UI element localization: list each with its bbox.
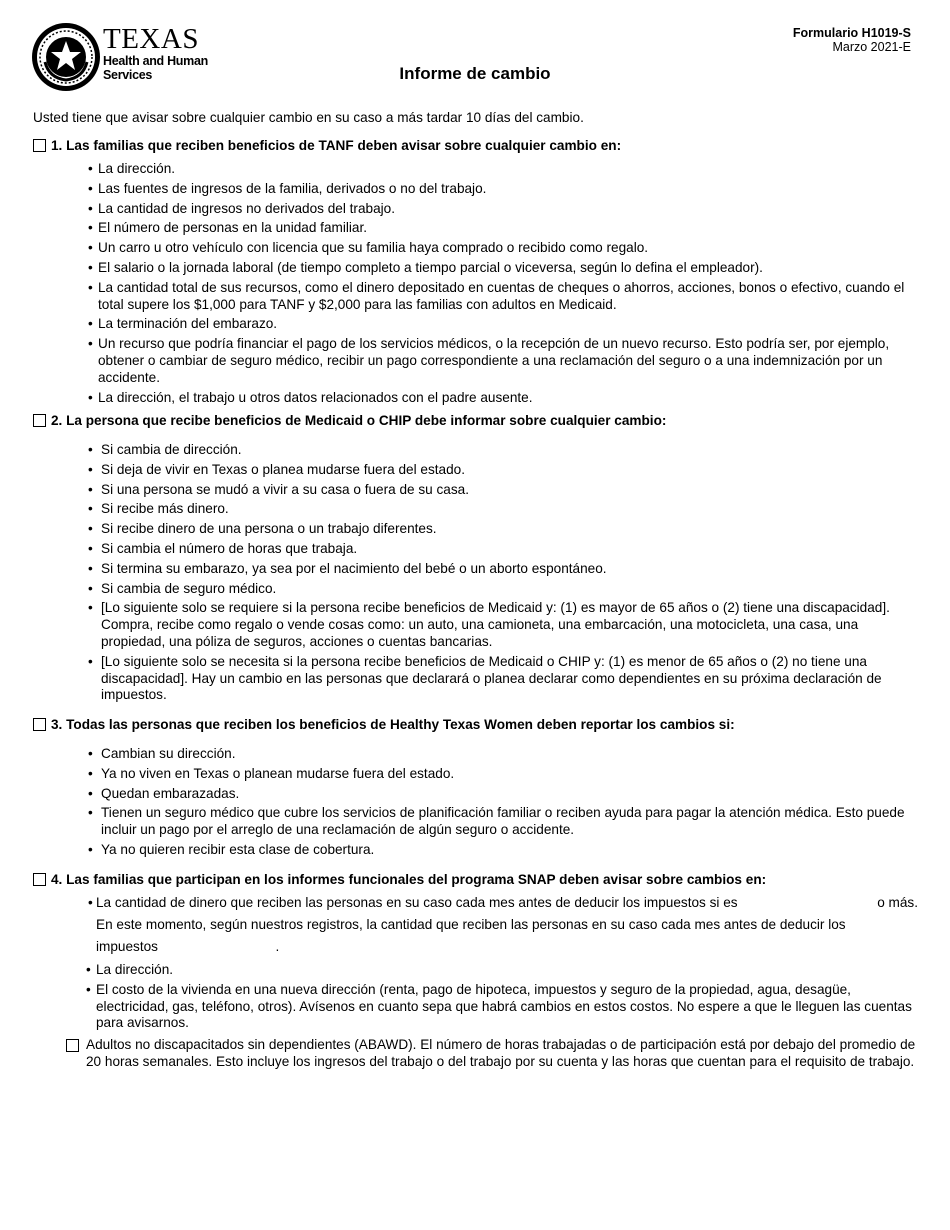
list-item: • Ya no viven en Texas o planean mudarse fuera del estado. [88,766,914,783]
income-line-3 [88,939,918,956]
list-item: • [Lo siguiente solo se necesita si la persona recibe beneficios de Medicaid o CHIP y: (1) es menor de 65 años o (2) no tiene una discapacidad]. Hay un cambio en las personas que declarará o planea declarar como dependientes en su próxima declaración de impuestos. [88,654,914,704]
intro-text: Usted tiene que avisar sobre cualquier cambio en su caso a más tardar 10 días del cambio. [33,110,584,125]
snap-income-item [88,895,918,955]
list-item: • Si cambia el número de horas que trabaja. [88,541,914,558]
logo-wordmark: TEXAS [103,23,199,55]
section-4-heading-text: 4. Las familias que participan en los informes funcionales del programa SNAP deben avisar sobre cambios en: [51,872,767,887]
list-item: • Si cambia de dirección. [88,442,914,459]
section-2-list [88,442,914,707]
section-1-heading [33,138,621,153]
list-item: • El salario o la jornada laboral (de tiempo completo a tiempo parcial o viceversa, según lo defina el empleador). [88,260,914,277]
logo-subtitle-line2: Services [103,68,153,82]
section-4-list [86,962,916,1035]
list-item: • Ya no quieren recibir esta clase de cobertura. [88,842,914,859]
section-3-checkbox[interactable] [33,718,46,731]
income-line-3-label: impuestos [96,938,158,954]
list-item: • Si una persona se mudó a vivir a su casa o fuera de su casa. [88,482,914,499]
form-number: Formulario H1019-S [792,26,911,40]
list-item: • El costo de la vivienda en una nueva dirección (renta, pago de hipoteca, impuestos y seguro de la propiedad, agua, desagüe, electricidad, gas, teléfono, otros). Avísenos en cuanto sepa que habrá cambios en estos costos. No espere a que le lleguen las cuentas para avisarnos. [86,982,916,1032]
list-item: • Tienen un seguro médico que cubre los servicios de planificación familiar o reciben ayuda para pagar la atención médica. Esto puede incluir un pago por el arreglo de una reclamación de algún seguro o accidente. [88,805,914,839]
section-3-heading-text: 3. Todas las personas que reciben los beneficios de Healthy Texas Women deben reportar los cambios si: [51,717,735,732]
section-3-list [88,746,914,862]
list-item: • La dirección. [86,962,916,979]
list-item: • La dirección. [88,161,914,178]
section-2-heading-text: 2. La persona que recibe beneficios de Medicaid o CHIP debe informar sobre cualquier cambio: [51,413,667,428]
income-line [88,895,918,912]
list-item: • Cambian su dirección. [88,746,914,763]
list-item: • El número de personas en la unidad familiar. [88,220,914,237]
list-item: • Quedan embarazadas. [88,786,914,803]
list-item: • [Lo siguiente solo se requiere si la persona recibe beneficios de Medicaid y: (1) es mayor de 65 años o (2) tiene una discapacidad]. Compra, recibe como regalo o vende cosas como: un auto, una camioneta, una embarcación, una motocicleta, una casa, una propiedad, una póliza de seguros, acciones o cuentas bancarias. [88,600,914,650]
form-identifier [793,26,911,54]
list-item: • La cantidad total de sus recursos, como el dinero depositado en cuentas de cheques o ahorros, acciones, bonos o efectivo, cuando el total supere los $1,000 para TANF y $2,000 para las familias con adultos en Medicaid. [88,280,914,314]
abawd-checkbox[interactable] [66,1039,79,1052]
section-4-checkbox[interactable] [33,873,46,886]
list-item: • Si recibe más dinero. [88,501,914,518]
list-item: • La cantidad de ingresos no derivados del trabajo. [88,201,914,218]
abawd-item [66,1037,926,1071]
list-item: • Un carro u otro vehículo con licencia que su familia haya comprado o recibido como regalo. [88,240,914,257]
section-3-heading [33,717,735,732]
section-1-checkbox[interactable] [33,139,46,152]
page-title: Informe de cambio [399,64,551,83]
list-item: • Un recurso que podría financiar el pago de los servicios médicos, o la recepción de un nuevo recurso. Esto podría ser, por ejemplo, obtener o cambiar de seguro médico, recibir un pago correspondiente a una reclamación del seguro o a una indemnización por un accidente. [88,336,914,386]
list-item: • La terminación del embarazo. [88,316,914,333]
section-2-checkbox[interactable] [33,414,46,427]
section-1-heading-text: 1. Las familias que reciben beneficios de TANF deben avisar sobre cualquier cambio en: [51,138,622,153]
section-1-list [88,161,914,409]
list-item: • Si recibe dinero de una persona o un trabajo diferentes. [88,521,914,538]
abawd-text: Adultos no discapacitados sin dependientes (ABAWD). El número de horas trabajadas o de participación está por debajo del promedio de 20 horas semanales. Esto incluye los ingresos del trabajo o del trabajo por su cuenta y las horas que cuentan para el requisito de trabajo. [86,1037,916,1069]
income-line-2: En este momento, según nuestros registros, la cantidad que reciben las personas en su caso cada mes antes de deducir los [96,916,846,932]
income-line-end: o más. [877,895,918,910]
list-item: • Si deja de vivir en Texas o planea mudarse fuera del estado. [88,462,914,479]
income-line-3-end: . [275,938,280,954]
logo-subtitle-line1: Health and Human [103,54,208,68]
income-amount-blank[interactable] [747,895,867,912]
form-date: Marzo 2021-E [832,40,911,54]
list-item: • Si cambia de seguro médico. [88,581,914,598]
list-item: • La dirección, el trabajo u otros datos relacionados con el padre ausente. [88,390,914,407]
section-2-heading [33,413,666,428]
section-4-heading [33,872,766,887]
list-item: • Si termina su embarazo, ya sea por el nacimiento del bebé o un aborto espontáneo. [88,561,914,578]
list-item: • Las fuentes de ingresos de la familia, derivados o no del trabajo. [88,181,914,198]
income-line-start: • La cantidad de dinero que reciben las personas en su caso cada mes antes de deducir los impuestos si es [96,895,738,910]
